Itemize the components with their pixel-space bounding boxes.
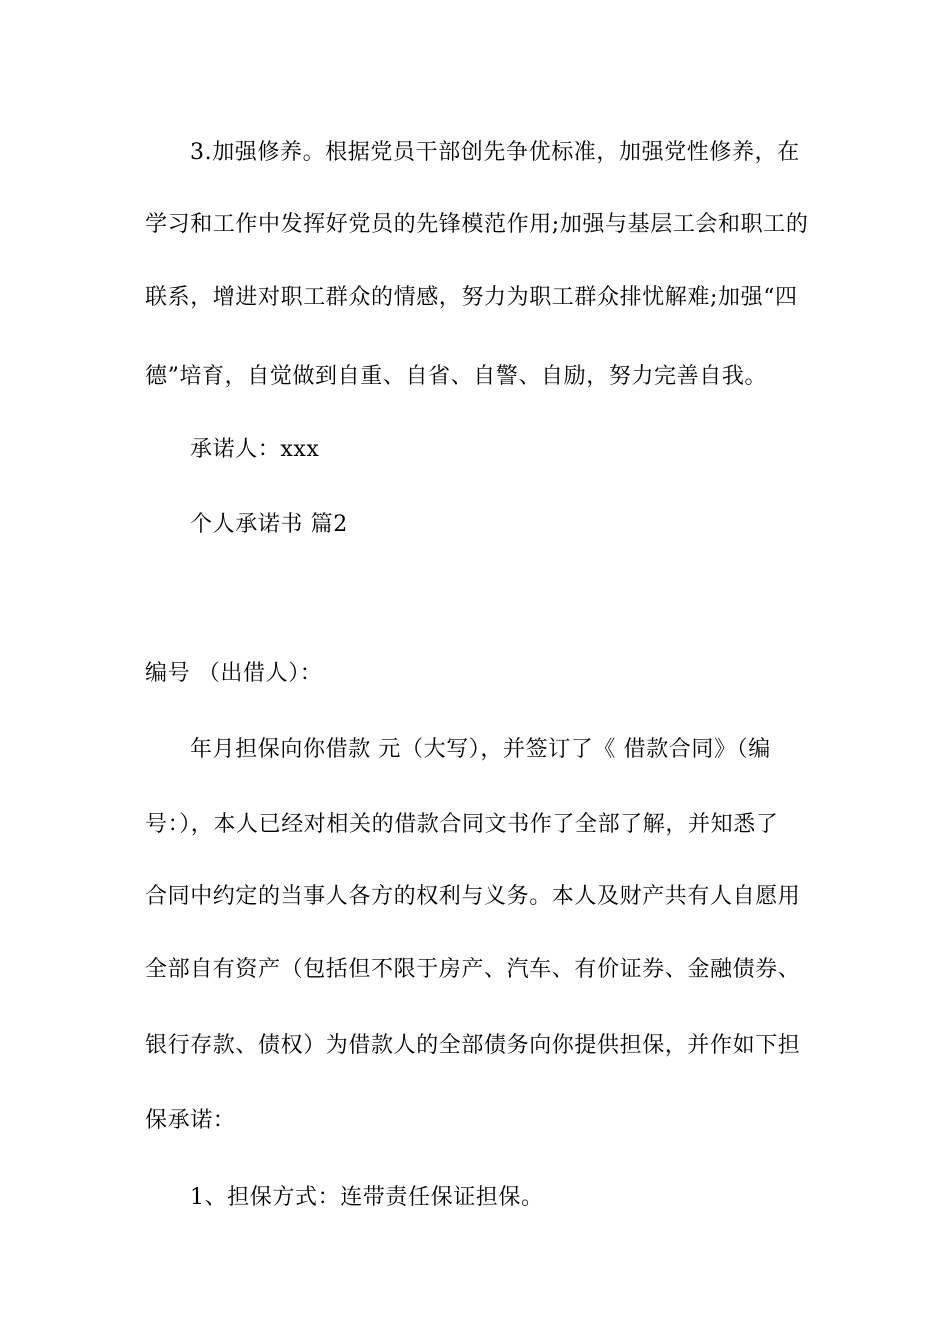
signature-line: 承诺人：xxx xyxy=(190,437,320,462)
number-line: 编号 （出借人）： xyxy=(145,661,323,686)
paragraph-line: 保承诺： xyxy=(145,1108,236,1133)
paragraph-line: 年月担保向你借款 元（大写），并签订了《 借款合同》（编 xyxy=(190,737,771,762)
paragraph-line: 银行存款、债权）为借款人的全部债务向你提供担保，并作如下担 xyxy=(145,1033,801,1058)
paragraph-line: 学习和工作中发挥好党员的先锋模范作用;加强与基层工会和职工的 xyxy=(145,212,809,237)
paragraph-line: 全部自有资产（包括但不限于房产、汽车、有价证券、金融债券、 xyxy=(145,957,801,982)
paragraph-line: 号：），本人已经对相关的借款合同文书作了全部了解，并知悉了 xyxy=(145,812,779,837)
paragraph-line: 联系，增进对职工群众的情感，努力为职工群众排忧解难;加强“四 xyxy=(145,285,798,310)
list-item: 1、担保方式：连带责任保证担保。 xyxy=(190,1185,544,1210)
paragraph-line: 德”培育，自觉做到自重、自省、自警、自励，努力完善自我。 xyxy=(145,364,768,389)
paragraph-line: 3.加强修养。根据党员干部创先争优标准，加强党性修养，在 xyxy=(190,140,800,165)
paragraph-line: 合同中约定的当事人各方的权利与义务。本人及财产共有人自愿用 xyxy=(145,884,801,909)
section-heading: 个人承诺书 篇2 xyxy=(190,512,348,537)
